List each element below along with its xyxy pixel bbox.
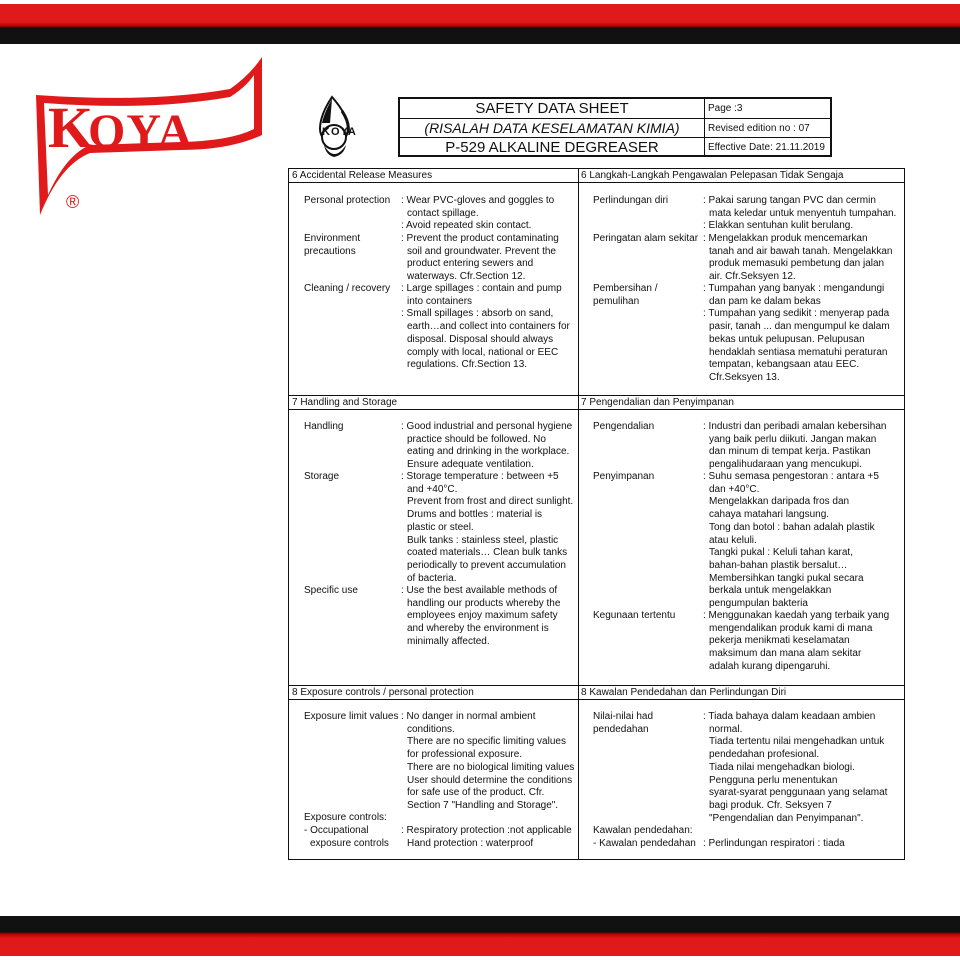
section-6-title-en: 6 Accidental Release Measures <box>292 170 433 181</box>
revision-number: Revised edition no : 07 <box>708 123 810 134</box>
section-8-title-ms: 8 Kawalan Pendedahan dan Perlindungan Diri <box>581 687 787 698</box>
pembersihan-label: Pembersihan / pemulihan <box>593 283 658 307</box>
storage-label: Storage <box>304 471 340 482</box>
document-title: SAFETY DATA SHEET <box>400 99 705 118</box>
header-box <box>398 97 832 157</box>
nilai-had-label: Nilai-nilai had pendedahan <box>593 711 654 735</box>
environment-value: : Prevent the product contaminating soil and groundwater. Prevent the product entering sewers and waterways. Cfr.Section 12. <box>401 233 559 283</box>
exposure-controls-label: Exposure controls: <box>304 812 387 823</box>
top-color-band <box>0 4 960 44</box>
column-divider <box>578 169 579 859</box>
kegunaan-label: Kegunaan tertentu <box>593 610 676 621</box>
occupational-label: - Occupational exposure controls <box>304 825 389 849</box>
personal-protection-label: Personal protection <box>304 195 391 206</box>
kawalan-occ-label: - Kawalan pendedahan <box>593 838 696 849</box>
handling-label: Handling <box>304 421 344 432</box>
peringatan-value: : Mengelakkan produk mencemarkan tanah and air bawah tanah. Mengelakkan produk memasuki pembetung dan jalan air. Cfr.Seksyen 12. <box>703 233 893 283</box>
occupational-value: : Respiratory protection :not applicable Hand protection : waterproof <box>401 825 572 849</box>
pengendalian-label: Pengendalian <box>593 421 655 432</box>
pengendalian-value: : Industri dan peribadi amalan kebersihan yang baik perlu diikuti. Jangan makan dan minum di tempat kerja. Pastikan pengalihudaraan yang mencukupi. <box>703 421 887 471</box>
section-7-title-ms: 7 Pengendalian dan Penyimpanan <box>581 397 734 408</box>
storage-value: : Storage temperature : between +5 and +40°C. Prevent from frost and direct sunlight. Drums and bottles : material is plastic or steel. Bulk tanks : stainless steel, plastic coated materials… Clean bulk tanks periodically to prevent accumulation of bacteria. <box>401 471 574 584</box>
cleaning-label: Cleaning / recovery <box>304 283 391 294</box>
nilai-had-value: : Tiada bahaya dalam keadaan ambien normal. Tiada tertentu nilai mengehadkan untuk pendedahan profesional. Tiada nilai mengehadkan biologi. Pengguna perlu menentukan syarat-syarat penggunaan yang selamat bagi produk. Cfr. Seksyen 7 "Pengendalian dan Penyimpanan". <box>703 711 888 824</box>
section-7-title-en: 7 Handling and Storage <box>292 397 398 408</box>
document-subtitle: (RISALAH DATA KESELAMATAN KIMIA) <box>400 119 705 138</box>
pembersihan-value: : Tumpahan yang banyak : mengandungi dan pam ke dalam bekas : Tumpahan yang sedikit : menyerap pada pasir, tanah ... dan mengumpul ke dalam bekas untuk pelupusan. Pelupusan hendaklah sentiasa mematuhi peraturan tempatan, kebangsaan atau EEC. Cfr.Seksyen 13. <box>703 283 890 383</box>
exposure-limit-value: : No danger in normal ambient conditions. There are no specific limiting values for professional exposure. There are no biological limiting values User should determine the conditions for safe use of the product. Cfr. Section 7 "Handling and Storage". <box>401 711 575 811</box>
kawalan-occ-value: : Perlindungan respiratori : tiada <box>703 838 845 849</box>
svg-text:OYA: OYA <box>88 105 194 158</box>
kawalan-pendedahan-label: Kawalan pendedahan: <box>593 825 693 836</box>
penyimpanan-value: : Suhu semasa pengestoran : antara +5 dan +40°C. Mengelakkan daripada fros dan cahaya matahari langsung. Tong dan botol : bahan adalah plastik atau keluli. Tangki pukal : Keluli tahan karat, bahan-bahan plastik bersalut… Membersihkan tangki pukal secara berkala untuk mengelakkan pengumpulan bakteria <box>703 471 879 610</box>
section-8-title-en: 8 Exposure controls / personal protection <box>292 687 474 698</box>
penyimpanan-label: Penyimpanan <box>593 471 655 482</box>
cleaning-value: : Large spillages : contain and pump into containers : Small spillages : absorb on sand, earth…and collect into containers for disposal. Disposal should always comply with local, national or EEC regulations. Cfr.Section 13. <box>401 283 570 371</box>
kegunaan-value: : Menggunakan kaedah yang terbaik yang mengendalikan produk kami di mana pekerja menikmati keselamatan maksimum dan mana alam sekitar adalah kurang dipengaruhi. <box>703 610 890 672</box>
section-6-title-ms: 6 Langkah-Langkah Pengawalan Pelepasan Tidak Sengaja <box>581 170 844 181</box>
registered-mark: ® <box>66 192 80 212</box>
peringatan-label: Peringatan alam sekitar <box>593 233 699 244</box>
perlindungan-diri-label: Perlindungan diri <box>593 195 669 206</box>
bottom-color-band <box>0 916 960 956</box>
specific-use-label: Specific use <box>304 585 358 596</box>
effective-date: Effective Date: 21.11.2019 <box>708 142 825 153</box>
personal-protection-value: : Wear PVC-gloves and goggles to contact spillage. : Avoid repeated skin contact. <box>401 195 555 232</box>
handling-value: : Good industrial and personal hygiene practice should be followed. No eating and drinking in the workplace. Ensure adequate ventilation. <box>401 421 573 471</box>
page-number: Page :3 <box>708 103 743 114</box>
product-name: P-529 ALKALINE DEGREASER <box>400 138 705 157</box>
small-logo-text: KOYA <box>322 126 357 138</box>
exposure-limit-label: Exposure limit values <box>304 711 399 722</box>
svg-text:K: K <box>48 95 93 160</box>
specific-use-value: : Use the best available methods of handling our products whereby the employees enjoy maximum safety and whereby the environment is minimally affected. <box>401 585 561 647</box>
environment-label: Environment precautions <box>304 233 361 257</box>
perlindungan-diri-value: : Pakai sarung tangan PVC dan cermin mata keledar untuk menyentuh tumpahan. : Elakkan sentuhan kulit berulang. <box>703 195 897 232</box>
sds-table <box>288 168 905 860</box>
